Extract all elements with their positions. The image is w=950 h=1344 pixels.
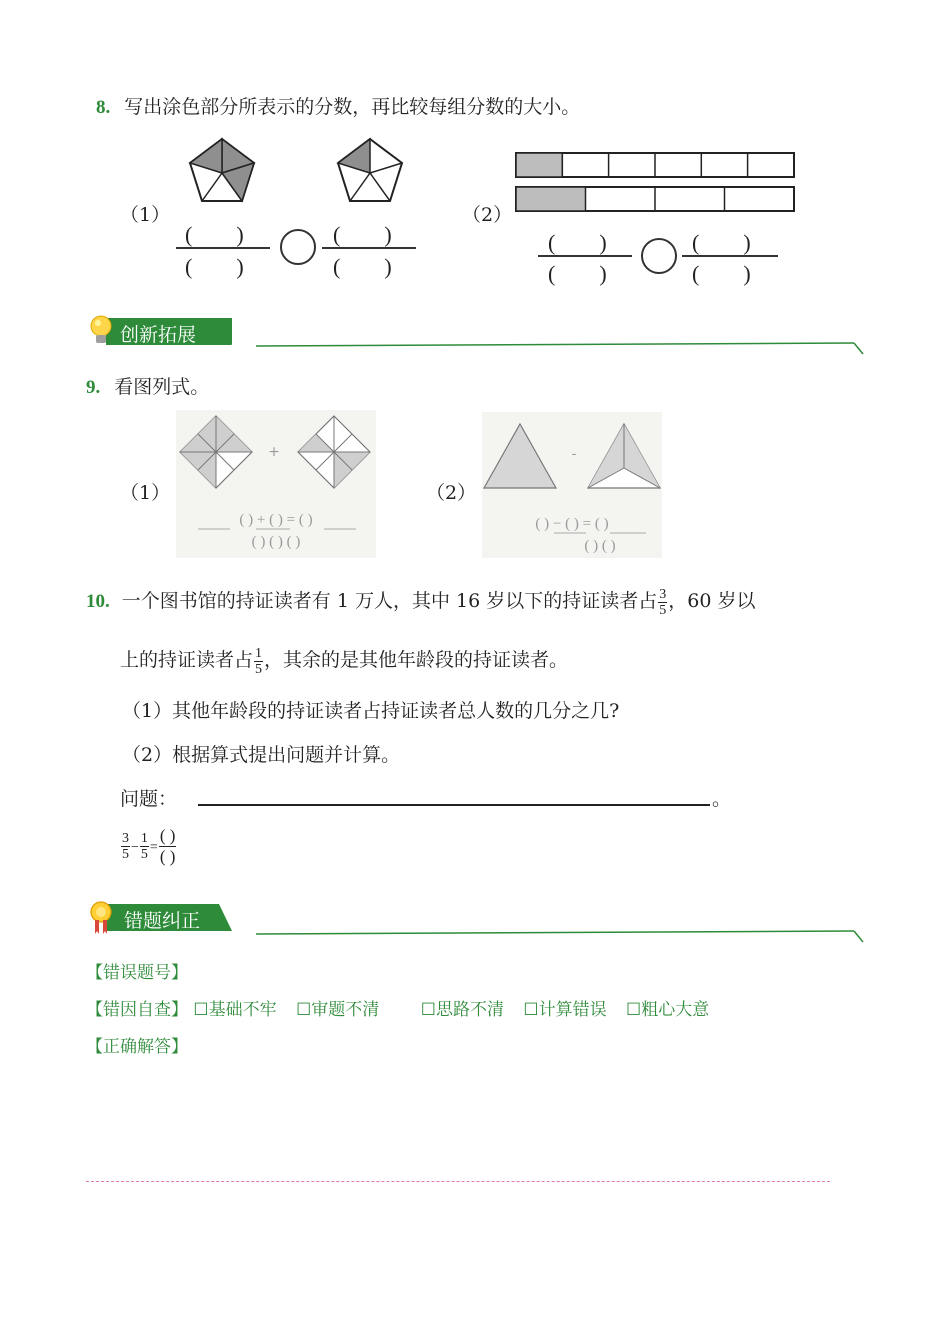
checkbox-calc-error[interactable]: ☐计算错误 (523, 1000, 607, 1020)
q9-plus: + (268, 444, 280, 460)
footer-divider (86, 1181, 830, 1182)
q8-bars (515, 152, 797, 214)
q8-part1-label: （1） (120, 204, 171, 226)
bar-quarters (516, 187, 794, 211)
eq-frac-3-5: $\frac{3}{5}$ (122, 831, 129, 862)
q9-figure-1 (176, 410, 376, 558)
q8-1-num-b: ( ) (333, 222, 392, 247)
checkbox-misread[interactable]: ☐审题不清 (296, 1000, 380, 1020)
checkbox-careless[interactable]: ☐粗心大意 (626, 1000, 710, 1020)
q9-minus: - (571, 446, 577, 462)
lightbulb-icon (88, 314, 114, 348)
q8-1-fracline-a (176, 247, 270, 249)
q10-question-answer-line[interactable] (198, 804, 710, 806)
q8-part2-label: （2） (462, 204, 513, 226)
q10-line2-end: ，其余的是其他年龄段的持证读者。 (264, 649, 569, 671)
q10-sub1: （1）其他年龄段的持证读者占持证读者总人数的几分之几? (122, 700, 620, 722)
q9-eq1-denominators: ( ) ( ) ( ) (251, 534, 301, 550)
q9-header (86, 372, 209, 399)
q8-2-num-b: ( ) (692, 230, 751, 255)
q8-1-den-b: ( ) (333, 254, 392, 279)
eq-frac-1-5: $\frac{1}{5}$ (140, 831, 148, 862)
q9-eq1-numerators: ( ) + ( ) = ( ) (239, 512, 313, 528)
pentagon-left (190, 139, 254, 201)
q10-line1 (86, 586, 755, 618)
q10-question-end: 。 (712, 788, 732, 810)
review-cause-label: 【错因自查】 (86, 1000, 188, 1020)
q8-2-den-b: ( ) (692, 261, 751, 286)
q9-figure-2 (482, 412, 662, 558)
bar-sixths (516, 153, 794, 177)
q8-number: 8. (96, 97, 111, 118)
fraction-three-fifths: $\frac{3}{5}$ (659, 586, 667, 618)
q10-sub2: （2）根据算式提出问题并计算。 (122, 744, 401, 766)
section-banner-innovation (86, 312, 866, 360)
review-wrong-number: 【错误题号】 (86, 963, 188, 983)
q8-2-den-a: ( ) (548, 261, 607, 286)
q8-1-den-a: ( ) (185, 254, 244, 279)
pentagon-right (338, 139, 402, 201)
section-title-innovation: 创新拓展 (120, 324, 197, 346)
q8-1-fracline-b (322, 247, 416, 249)
q10-line1-end: ，60 岁以 (668, 590, 756, 612)
medal-icon (88, 900, 114, 936)
q9-number: 9. (86, 377, 101, 398)
q10-line1-text: 一个图书馆的持证读者有 1 万人，其中 16 岁以下的持证读者占 (121, 590, 658, 612)
q9-part2-label: （2） (426, 482, 477, 504)
q10-equation: $\frac{3}{5}$ − $\frac{1}{5}$ = ( ) ( ) (122, 826, 176, 866)
checkbox-weak-basics[interactable]: ☐基础不牢 (193, 1000, 277, 1020)
section-banner-correction (86, 898, 866, 946)
q8-2-num-a: ( ) (548, 230, 607, 255)
q9-text: 看图列式。 (114, 376, 210, 398)
q8-text: 写出涂色部分所表示的分数，再比较每组分数的大小。 (124, 96, 581, 118)
q8-pentagons (180, 135, 420, 210)
review-correct-answer: 【正确解答】 (86, 1037, 188, 1057)
q9-eq2-numerators: ( ) − ( ) = ( ) (535, 516, 609, 532)
q9-eq2-denominators: ( ) ( ) (584, 538, 616, 554)
q10-line2 (120, 645, 568, 677)
q10-question-label: 问题： (120, 788, 178, 810)
q10-line2-text: 上的持证读者占 (120, 649, 254, 671)
section-title-correction: 错题纠正 (124, 910, 201, 932)
eq-answer-blank[interactable]: ( ) ( ) (159, 826, 176, 866)
review-cause-row (86, 995, 709, 1020)
compare-circle-1[interactable] (280, 229, 316, 265)
q9-part1-label: （1） (120, 482, 171, 504)
checkbox-unclear-thinking[interactable]: ☐思路不清 (420, 1000, 504, 1020)
q8-header (96, 92, 580, 119)
fraction-one-fifth: $\frac{1}{5}$ (255, 645, 263, 677)
q8-1-num-a: ( ) (185, 222, 244, 247)
q10-number: 10. (86, 591, 110, 612)
compare-circle-2[interactable] (641, 238, 677, 274)
